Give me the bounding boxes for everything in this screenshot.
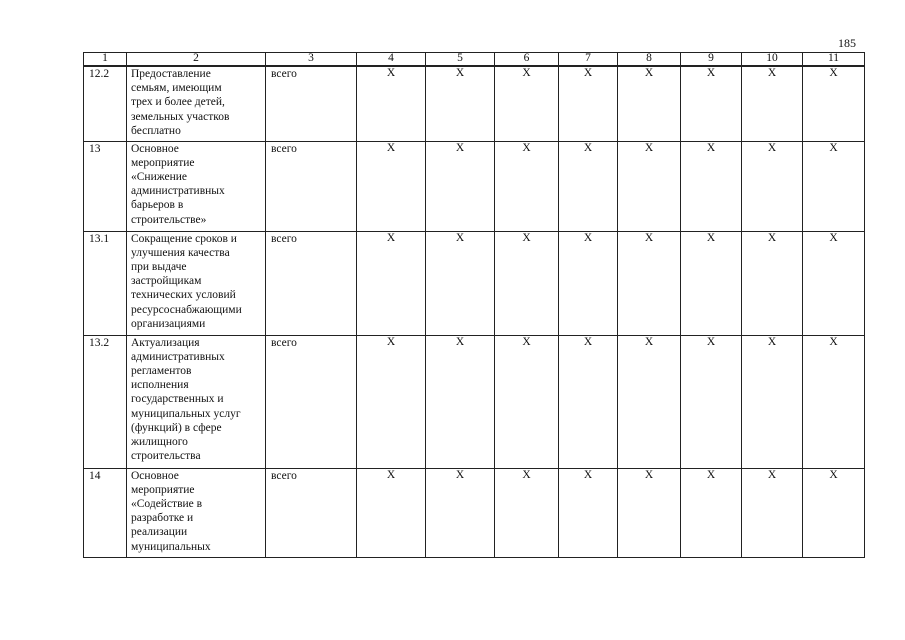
table-row [84,141,865,231]
row-number: 14 [84,468,127,557]
column-header: 11 [803,53,865,67]
cell-mark: X [742,141,803,231]
row-description: Предоставление семьям, имеющим трех и более детей, земельных участков бесплатно [127,66,266,141]
cell-mark: X [681,335,742,468]
cell-mark: X [742,335,803,468]
table-row [84,468,865,557]
cell-mark: X [495,231,559,335]
cell-mark: X [426,66,495,141]
cell-mark: X [495,335,559,468]
row-description: Актуализация административных регламентов исполнения государственных и муниципальных услуг (функций) в сфере жилищного строительства [127,335,266,468]
column-header: 10 [742,53,803,67]
cell-mark: X [357,335,426,468]
row-description: Сокращение сроков и улучшения качества при выдаче застройщикам технических условий ресурсоснабжающими организациями [127,231,266,335]
row-number: 13.2 [84,335,127,468]
table-row [84,231,865,335]
cell-mark: X [495,141,559,231]
row-total-label: всего [266,141,357,231]
row-description: Основное мероприятие «Содействие в разработке и реализации муниципальных [127,468,266,557]
cell-mark: X [742,468,803,557]
cell-mark: X [426,468,495,557]
row-total-label: всего [266,231,357,335]
cell-mark: X [357,66,426,141]
column-header: 6 [495,53,559,67]
cell-mark: X [495,468,559,557]
cell-mark: X [803,468,865,557]
row-number: 13.1 [84,231,127,335]
row-description: Основное мероприятие «Снижение административных барьеров в строительстве» [127,141,266,231]
column-header: 9 [681,53,742,67]
cell-mark: X [618,468,681,557]
cell-mark: X [803,141,865,231]
cell-mark: X [426,231,495,335]
cell-mark: X [618,66,681,141]
row-number: 13 [84,141,127,231]
header-row [84,53,865,67]
row-total-label: всего [266,468,357,557]
cell-mark: X [559,468,618,557]
column-header: 2 [127,53,266,67]
cell-mark: X [426,335,495,468]
column-header: 8 [618,53,681,67]
table-row [84,335,865,468]
column-header: 5 [426,53,495,67]
column-header: 3 [266,53,357,67]
cell-mark: X [742,231,803,335]
cell-mark: X [559,231,618,335]
cell-mark: X [803,66,865,141]
cell-mark: X [357,231,426,335]
cell-mark: X [559,335,618,468]
cell-mark: X [742,66,803,141]
row-number: 12.2 [84,66,127,141]
cell-mark: X [618,231,681,335]
cell-mark: X [559,141,618,231]
cell-mark: X [618,141,681,231]
cell-mark: X [426,141,495,231]
cell-mark: X [618,335,681,468]
cell-mark: X [681,468,742,557]
table-row [84,66,865,141]
cell-mark: X [803,231,865,335]
cell-mark: X [681,231,742,335]
row-total-label: всего [266,66,357,141]
cell-mark: X [559,66,618,141]
column-header: 1 [84,53,127,67]
cell-mark: X [357,468,426,557]
column-header: 7 [559,53,618,67]
cell-mark: X [357,141,426,231]
cell-mark: X [681,141,742,231]
cell-mark: X [803,335,865,468]
cell-mark: X [681,66,742,141]
program-table [83,52,865,558]
cell-mark: X [495,66,559,141]
row-total-label: всего [266,335,357,468]
column-header: 4 [357,53,426,67]
page-number: 185 [838,36,856,50]
